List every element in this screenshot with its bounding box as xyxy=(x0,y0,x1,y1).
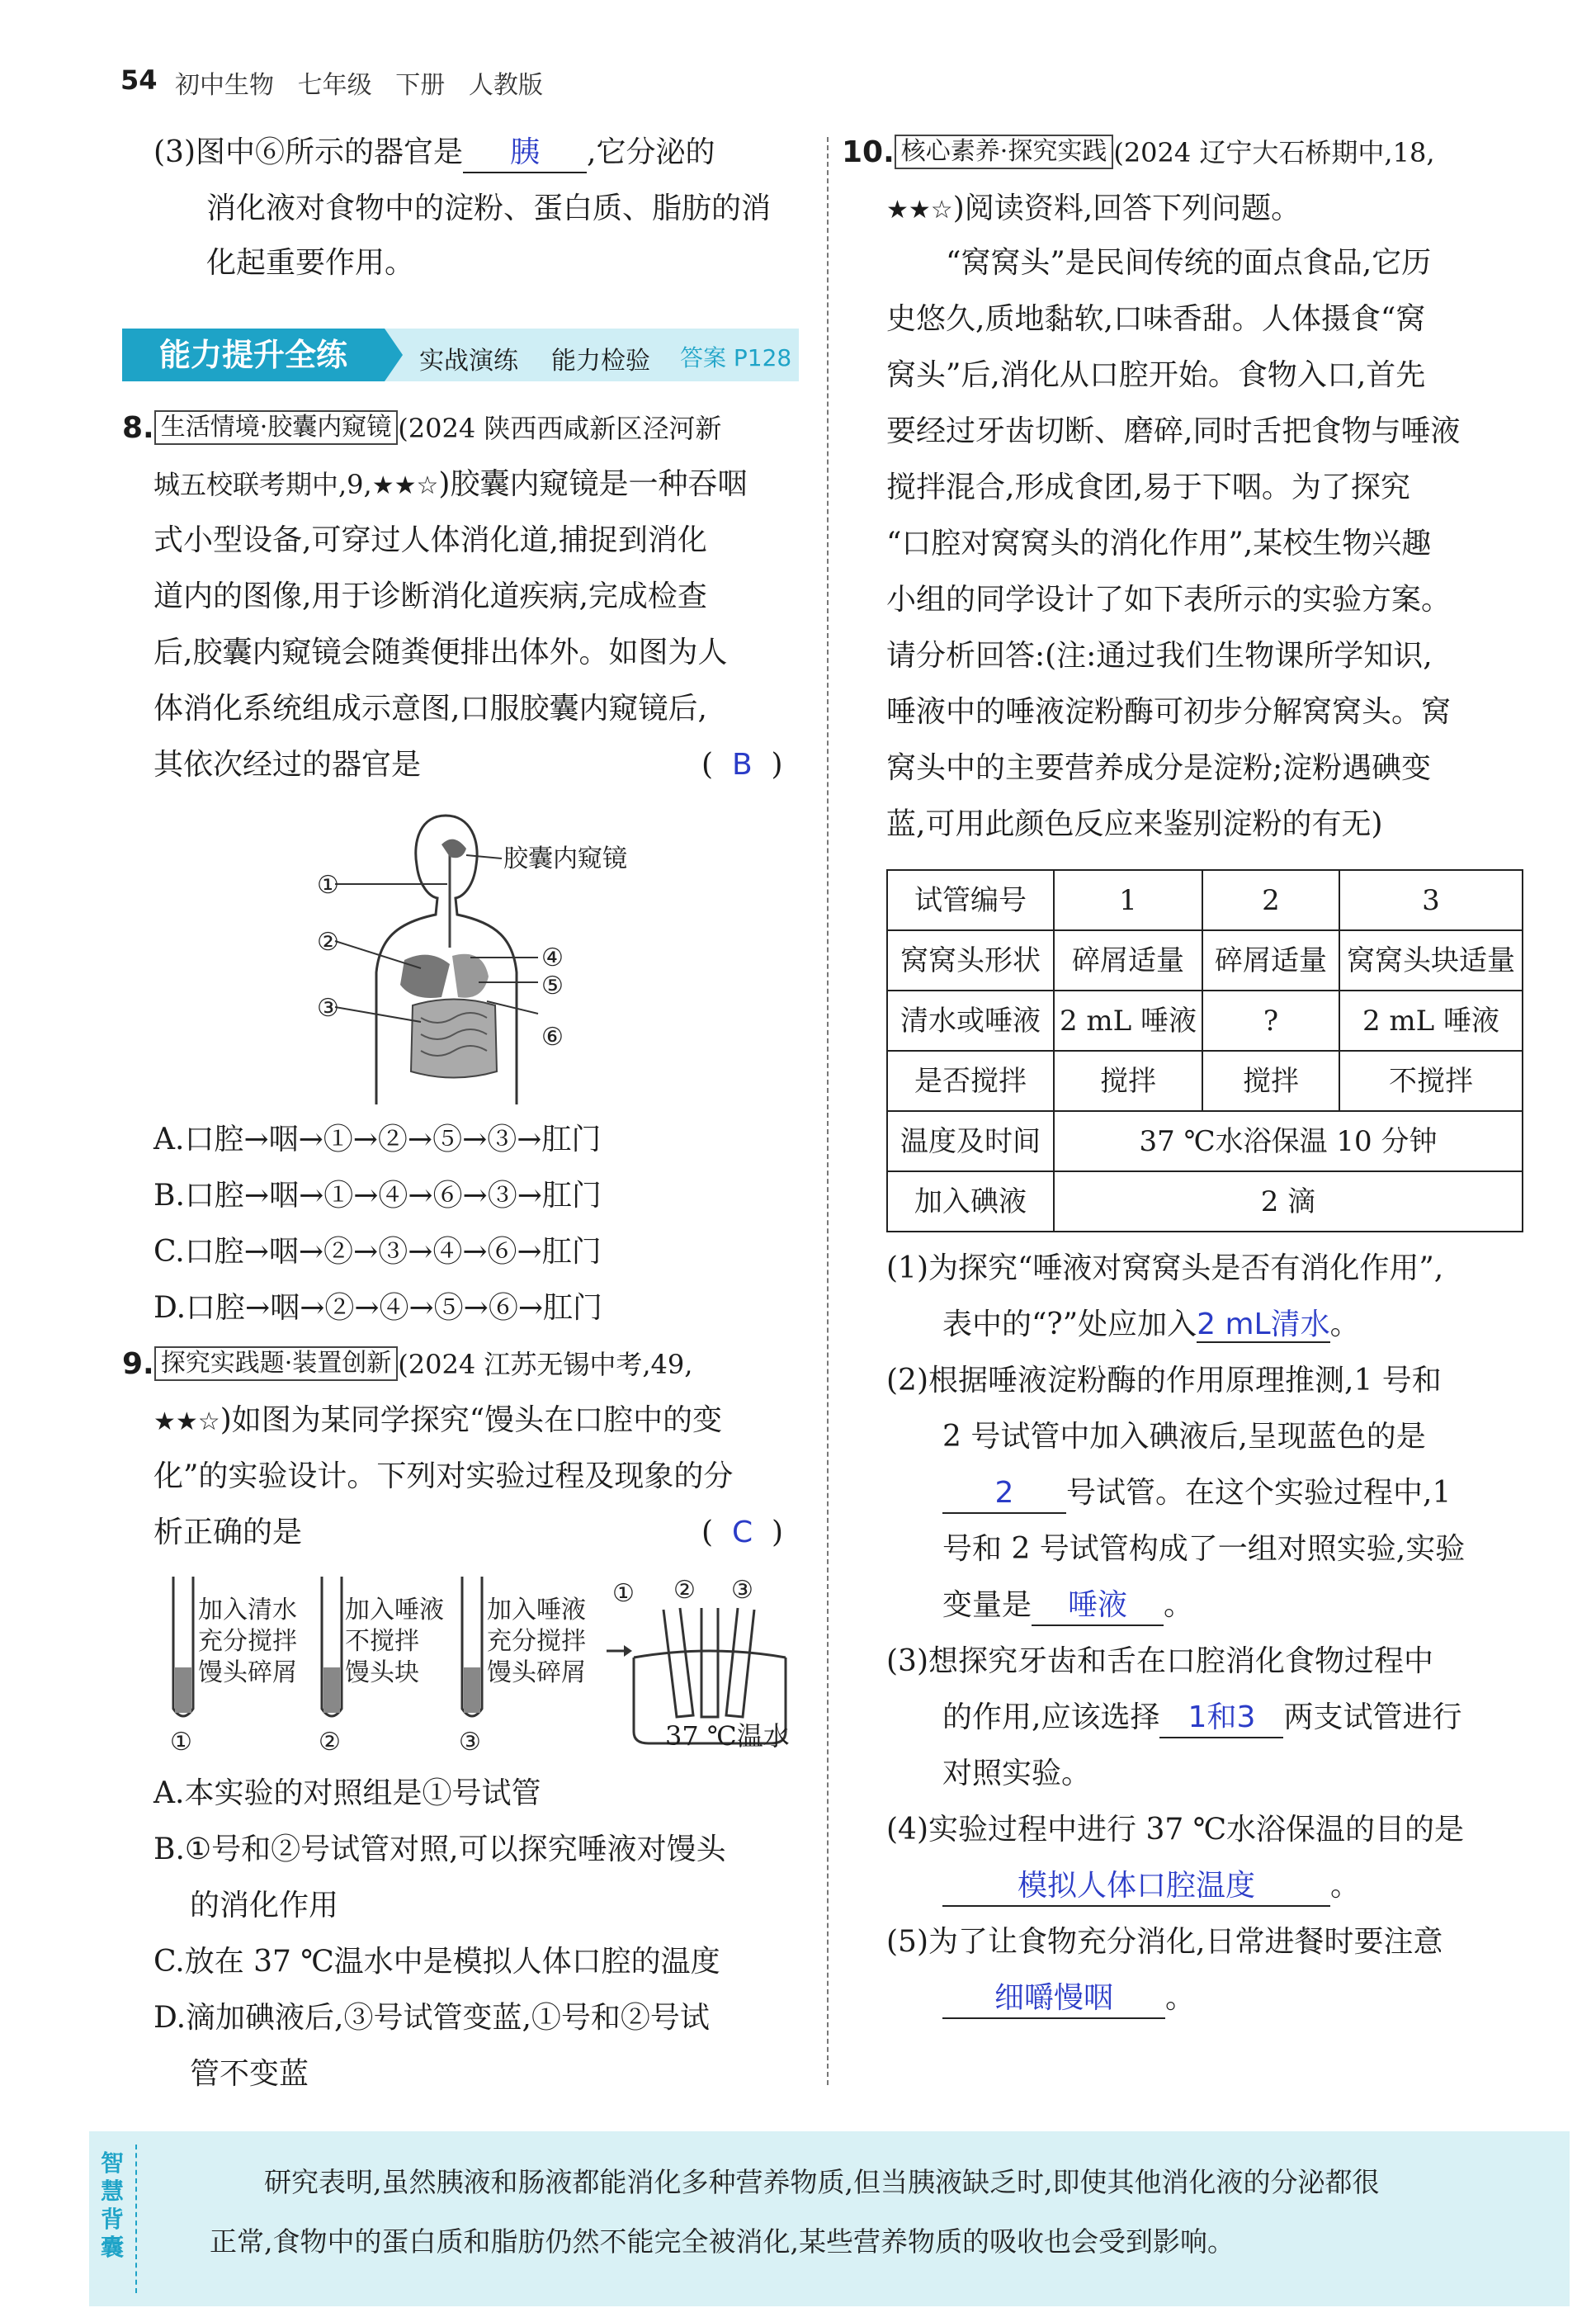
q9-line3: 化”的实验设计。下列对实验过程及现象的分 xyxy=(153,1459,734,1493)
stomach xyxy=(452,954,489,998)
liver xyxy=(400,955,450,998)
q10-2-line3: 2 号试管。在这个实验过程中,1 xyxy=(942,1474,1451,1514)
q8-line5: 后,胶囊内窥镜会随粪便排出体外。如图为人 xyxy=(153,636,728,669)
svg-text:不搅拌: 不搅拌 xyxy=(345,1627,419,1656)
banner-sub1: 实战演练 xyxy=(419,347,518,376)
q8-tag: 生活情境·胶囊内窥镜 xyxy=(154,410,399,445)
figure-mark-2: ② xyxy=(317,928,339,957)
tube-mark-3: ③ xyxy=(459,1728,481,1754)
tube-mark-2: ② xyxy=(319,1728,341,1754)
bath-tube-1 xyxy=(663,1608,693,1717)
q9-tag: 探究实践题·装置创新 xyxy=(154,1346,399,1381)
q10-3-line2: 的作用,应该选择 1和3 两支试管进行 xyxy=(942,1699,1461,1738)
bath-mark-1: ① xyxy=(612,1579,635,1608)
svg-text:馒头块: 馒头块 xyxy=(345,1658,419,1687)
table-row: 窝窝头形状 碎屑适量 碎屑适量 窝窝头块适量 xyxy=(887,930,1523,991)
q10-para4: 要经过牙齿切断、磨碎,同时舌把食物与唾液 xyxy=(886,414,1461,448)
q7-3-answer: 胰 xyxy=(463,134,587,173)
figure-mark-3: ③ xyxy=(317,994,339,1023)
q9-option-d-cont: 管不变蓝 xyxy=(190,2057,309,2091)
q8-option-a: A.口腔→咽→①→②→⑤→③→肛门 xyxy=(153,1123,602,1156)
q10-para7: 小组的同学设计了如下表所示的实验方案。 xyxy=(886,583,1452,617)
q10-3-line3: 对照实验。 xyxy=(942,1757,1092,1790)
arrow-icon xyxy=(624,1645,632,1657)
q8-line6: 体消化系统组成示意图,口服胶囊内窥镜后, xyxy=(153,692,707,726)
q9-answer: C xyxy=(731,1516,753,1549)
figure-label-capsule: 胶囊内窥镜 xyxy=(503,844,627,873)
q10-para11: 蓝,可用此颜色反应来鉴别淀粉的有无) xyxy=(886,807,1383,841)
table-row: 温度及时间 37 ℃水浴保温 10 分钟 xyxy=(887,1111,1523,1171)
table-row: 加入碘液 2 滴 xyxy=(887,1171,1523,1232)
q9-line1: 9. 探究实践题·装置创新 (2024 江苏无锡中考,49, xyxy=(122,1347,693,1381)
q7-3-line2: 消化液对食物中的淀粉、蛋白质、脂肪的消 xyxy=(206,192,772,225)
q8-answer: B xyxy=(731,748,753,782)
q10-2-line4: 号和 2 号试管构成了一组对照实验,实验 xyxy=(942,1532,1466,1566)
tip-label: 智慧背囊 xyxy=(89,2131,147,2306)
q10-4-line1: (4)实验过程中进行 37 ℃水浴保温的目的是 xyxy=(886,1813,1464,1847)
q10-4-answer: 模拟人体口腔温度 xyxy=(942,1867,1330,1907)
svg-text:馒头碎屑: 馒头碎屑 xyxy=(487,1658,586,1687)
q10-3-answer: 1和3 xyxy=(1159,1699,1283,1738)
q10-2-line5: 变量是 唾液 。 xyxy=(942,1587,1193,1626)
q9-number: 9. xyxy=(122,1347,154,1381)
table-row: 试管编号 1 2 3 xyxy=(887,870,1523,930)
q10-para9: 唾液中的唾液淀粉酶可初步分解窝窝头。窝 xyxy=(886,695,1452,729)
svg-text:加入唾液: 加入唾液 xyxy=(487,1596,586,1624)
q10-tag: 核心素养·探究实践 xyxy=(895,135,1114,169)
q10-line2: ★★☆)阅读资料,回答下列问题。 xyxy=(886,192,1301,225)
q10-para8: 请分析回答:(注:通过我们生物课所学知识, xyxy=(886,639,1433,673)
table-row: 是否搅拌 搅拌 搅拌 不搅拌 xyxy=(887,1051,1523,1111)
q8-option-c: C.口腔→咽→②→③→④→⑥→肛门 xyxy=(153,1235,602,1269)
q10-para5: 搅拌混合,形成食团,易于下咽。为了探究 xyxy=(886,471,1410,504)
q8-option-b: B.口腔→咽→①→④→⑥→③→肛门 xyxy=(153,1179,602,1213)
section-banner xyxy=(122,329,799,381)
digestive-system-figure xyxy=(305,799,652,1104)
q10-para1: “窝窝头”是民间传统的面点食品,它历 xyxy=(946,246,1432,280)
q9-option-d: D.滴加碘液后,③号试管变蓝,①号和②号试 xyxy=(153,2001,710,2035)
q8-line2: 城五校联考期中,9,★★☆)胶囊内窥镜是一种吞咽 xyxy=(153,467,748,501)
bath-tube-2 xyxy=(701,1608,718,1717)
q10-1-answer: 2 mL清水 xyxy=(1197,1308,1330,1341)
q10-1-line2: 表中的“?”处应加入2 mL清水。 xyxy=(942,1308,1360,1341)
bath-label: 37 ℃温水 xyxy=(665,1720,790,1752)
column-divider xyxy=(827,137,829,2085)
svg-text:加入唾液: 加入唾液 xyxy=(345,1596,444,1624)
banner-title: 能力提升全练 xyxy=(122,329,385,381)
bath-tube-3 xyxy=(726,1608,754,1717)
bath-mark-3: ③ xyxy=(731,1576,753,1605)
q10-para2: 史悠久,质地黏软,口味香甜。人体摄食“窝 xyxy=(886,302,1426,336)
q10-5-answer: 细嚼慢咽 xyxy=(942,1979,1165,2019)
q10-para3: 窝头”后,消化从口腔开始。食物入口,首先 xyxy=(886,358,1426,392)
book-info: 初中生物 七年级 下册 人教版 xyxy=(175,71,543,100)
q10-1-line1: (1)为探究“唾液对窝窝头是否有消化作用”, xyxy=(886,1251,1444,1285)
q10-5-line2: 细嚼慢咽 。 xyxy=(942,1979,1195,2019)
q9-line2: ★★☆)如图为某同学探究“馒头在口腔中的变 xyxy=(153,1403,723,1437)
tip-line1: 研究表明,虽然胰液和肠液都能消化多种营养物质,但当胰液缺乏时,即使其他消化液的分泌都很 xyxy=(264,2166,1380,2198)
figure-mark-4: ④ xyxy=(541,943,564,972)
q7-3-line3: 化起重要作用。 xyxy=(206,246,415,280)
q9-option-b: B.①号和②号试管对照,可以探究唾液对馒头 xyxy=(153,1833,726,1866)
page-number: 54 xyxy=(120,64,158,96)
banner-arrow xyxy=(385,329,403,381)
q10-line1: 10. 核心素养·探究实践 (2024 辽宁大石桥期中,18, xyxy=(842,135,1435,169)
q10-2-line1: (2)根据唾液淀粉酶的作用原理推测,1 号和 xyxy=(886,1364,1442,1397)
table-row: 清水或唾液 2 mL 唾液 ? 2 mL 唾液 xyxy=(887,991,1523,1051)
tube-mark-1: ① xyxy=(170,1728,192,1754)
svg-text:充分搅拌: 充分搅拌 xyxy=(198,1627,297,1656)
q9-option-b-cont: 的消化作用 xyxy=(190,1889,339,1922)
difficulty-icon: ★★☆ xyxy=(153,1407,220,1436)
q10-5-line1: (5)为了让食物充分消化,日常进餐时要注意 xyxy=(886,1925,1443,1959)
experiment-table xyxy=(886,869,1523,1232)
tip-box xyxy=(89,2131,1570,2306)
q10-2-answer2: 唾液 xyxy=(1032,1587,1164,1626)
intestines xyxy=(411,1000,497,1078)
q8-number: 8. xyxy=(122,411,154,445)
banner-sub2: 能力检验 xyxy=(551,347,650,376)
mouth xyxy=(441,839,466,858)
q9-option-a: A.本实验的对照组是①号试管 xyxy=(153,1776,541,1810)
q8-option-d: D.口腔→咽→②→④→⑤→⑥→肛门 xyxy=(153,1291,603,1325)
q10-2-answer1: 2 xyxy=(942,1474,1066,1514)
tip-text xyxy=(210,2153,1380,2272)
q10-2-line2: 2 号试管中加入碘液后,呈现蓝色的是 xyxy=(942,1420,1426,1454)
banner-answer-ref: 答案 P128 xyxy=(680,344,792,371)
q9-line4: 析正确的是 xyxy=(153,1516,303,1549)
q8-line7: 其依次经过的器官是 xyxy=(153,748,422,782)
q8-line3: 式小型设备,可穿过人体消化道,捕捉到消化 xyxy=(153,523,707,557)
q10-para10: 窝头中的主要营养成分是淀粉;淀粉遇碘变 xyxy=(886,751,1432,785)
q9-option-c: C.放在 37 ℃温水中是模拟人体口腔的温度 xyxy=(153,1945,720,1979)
figure-mark-5: ⑤ xyxy=(541,972,564,1000)
svg-text:馒头碎屑: 馒头碎屑 xyxy=(198,1658,297,1687)
difficulty-icon: ★★☆ xyxy=(886,196,953,225)
q8-answer-bracket: ( B ) xyxy=(701,748,783,782)
difficulty-icon: ★★☆ xyxy=(371,471,439,500)
q9-answer-bracket: ( C ) xyxy=(701,1516,784,1549)
q8-line4: 道内的图像,用于诊断消化道疾病,完成检查 xyxy=(153,579,707,613)
q10-3-line1: (3)想探究牙齿和舌在口腔消化食物过程中 xyxy=(886,1644,1433,1678)
figure-mark-1: ① xyxy=(317,871,339,900)
svg-text:加入清水: 加入清水 xyxy=(198,1596,297,1624)
q7-3-line1: (3)图中⑥所示的器官是 胰 ,它分泌的 xyxy=(153,134,715,173)
q8-line1: 8. 生活情境·胶囊内窥镜 (2024 陕西西咸新区泾河新 xyxy=(122,411,722,445)
q10-number: 10. xyxy=(842,135,895,169)
svg-text:充分搅拌: 充分搅拌 xyxy=(487,1627,586,1656)
bath-mark-2: ② xyxy=(673,1576,696,1605)
q10-4-line2: 模拟人体口腔温度 。 xyxy=(942,1867,1360,1907)
figure-mark-6: ⑥ xyxy=(541,1023,564,1052)
q10-para6: “口腔对窝窝头的消化作用”,某校生物兴趣 xyxy=(886,527,1432,560)
tip-line2: 正常,食物中的蛋白质和脂肪仍然不能完全被消化,某些营养物质的吸收也会受到影响。 xyxy=(210,2225,1235,2258)
